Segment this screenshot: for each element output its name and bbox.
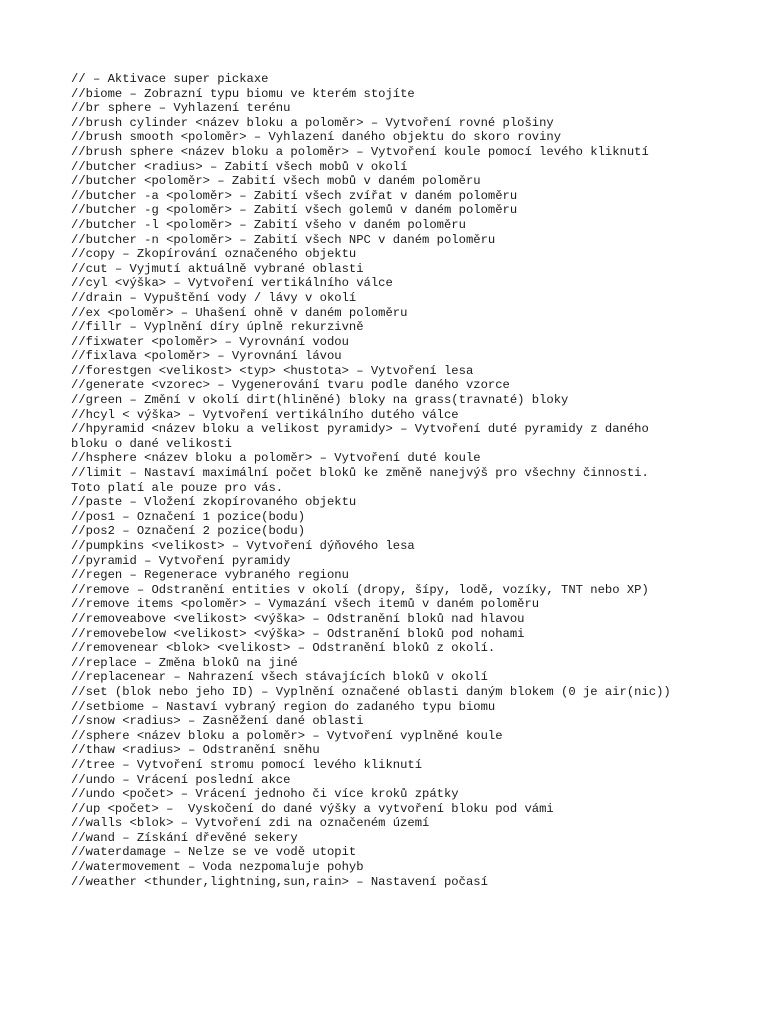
text-line: //undo – Vrácení poslední akce (71, 772, 291, 787)
text-line: //paste – Vložení zkopírovaného objektu (71, 495, 357, 510)
text-line: //removenear <blok> <velikost> – Odstranění bloků z okolí. (71, 641, 496, 656)
text-line: //tree – Vytvoření stromu pomocí levého kliknutí (71, 757, 423, 772)
text-line: //set (blok nebo jeho ID) – Vyplnění označené oblasti daným blokem (0 je air(nic)) (71, 684, 671, 699)
text-line: //biome – Zobrazní typu biomu ve kterém stojíte (71, 86, 415, 101)
text-line: //drain – Vypuštění vody / lávy v okolí (71, 290, 357, 305)
text-line: //butcher <radius> – Zabití všech mobů v okolí (71, 159, 408, 174)
text-line: //undo <počet> – Vrácení jednoho či více kroků zpátky (71, 787, 459, 802)
text-line: //limit – Nastaví maximální počet bloků ke změně nanejvýš pro všechny činnosti. (71, 466, 649, 481)
text-line: //butcher -a <poloměr> – Zabití všech zvířat v daném poloměru (71, 188, 518, 203)
text-line: //pos1 – Označení 1 pozice(bodu) (71, 509, 306, 524)
text-line: //replacenear – Nahrazení všech stávajících bloků v okolí (71, 670, 488, 685)
text-line: //butcher -g <poloměr> – Zabití všech golemů v daném poloměru (71, 203, 518, 218)
text-line: //weather <thunder,lightning,sun,rain> – Nastavení počasí (71, 874, 488, 889)
text-line: //hsphere <název bloku a poloměr> – Vytvoření duté koule (71, 451, 481, 466)
text-line: //removebelow <velikost> <výška> – Odstranění bloků pod nohami (71, 626, 525, 641)
text-line: //forestgen <velikost> <typ> <hustota> – Vytvoření lesa (71, 363, 474, 378)
text-line: //brush sphere <název bloku a poloměr> – Vytvoření koule pomocí levého kliknutí (71, 144, 649, 159)
text-line: //pumpkins <velikost> – Vytvoření dýňového lesa (71, 539, 415, 553)
text-line: //setbiome – Nastaví vybraný region do zadaného typu biomu (71, 699, 496, 714)
text-line: //hpyramid <název bloku a velikost pyramidy> – Vytvoření duté pyramidy z daného (71, 422, 649, 437)
text-line: //regen – Regenerace vybraného regionu (71, 568, 349, 583)
command-list (71, 72, 731, 889)
text-line: //copy – Zkopírování označeného objektu (71, 247, 357, 262)
text-line: //green – Změní v okolí dirt(hliněné) bloky na grass(travnaté) bloky (71, 393, 569, 408)
text-line: //fixlava <poloměr> – Vyrovnání lávou (71, 349, 342, 364)
text-line: //waterdamage – Nelze se ve vodě utopit (71, 845, 357, 860)
text-line: //butcher <poloměr> – Zabití všech mobů v daném poloměru (71, 174, 481, 189)
text-line: //pyramid – Vytvoření pyramidy (71, 553, 291, 568)
text-line: //butcher -n <poloměr> – Zabití všech NPC v daném poloměru (71, 232, 496, 247)
text-line: //butcher -l <poloměr> – Zabití všeho v daném poloměru (71, 217, 466, 232)
text-line: //fillr – Vyplnění díry úplně rekurzivně (71, 320, 364, 335)
text-line: //removeabove <velikost> <výška> – Odstranění bloků nad hlavou (71, 611, 525, 626)
text-line: //generate <vzorec> – Vygenerování tvaru podle daného vzorce (71, 378, 510, 393)
text-line: bloku o dané velikosti (71, 436, 232, 451)
text-line: //walls <blok> – Vytvoření zdi na označeném území (71, 816, 430, 831)
text-line: //sphere <název bloku a poloměr> – Vytvoření vyplněné koule (71, 728, 503, 743)
text-line: //brush smooth <poloměr> – Vyhlazení daného objektu do skoro roviny (71, 130, 562, 145)
text-line: //br sphere – Vyhlazení terénu (71, 101, 291, 116)
text-line: //wand – Získání dřevěné sekery (71, 830, 298, 845)
text-line: //up <počet> – Vyskočení do dané výšky a vytvoření bloku pod vámi (71, 801, 554, 816)
text-line: //watermovement – Voda nezpomaluje pohyb (71, 860, 364, 875)
text-line: // – Aktivace super pickaxe (71, 72, 269, 86)
text-line: //pos2 – Označení 2 pozice(bodu) (71, 524, 306, 539)
text-line: //remove – Odstranění entities v okolí (dropy, šípy, lodě, vozíky, TNT nebo XP) (71, 582, 649, 597)
text-line: //cut – Vyjmutí aktuálně vybrané oblasti (71, 261, 364, 276)
text-line: //remove items <poloměr> – Vymazání všech itemů v daném poloměru (71, 597, 540, 612)
text-line: //ex <poloměr> – Uhašení ohně v daném poloměru (71, 305, 408, 320)
text-line: //fixwater <poloměr> – Vyrovnání vodou (71, 334, 349, 349)
text-line: //brush cylinder <název bloku a poloměr> – Vytvoření rovné plošiny (71, 115, 554, 130)
text-line: //cyl <výška> – Vytvoření vertikálního válce (71, 276, 393, 291)
text-line: //snow <radius> – Zasněžení dané oblasti (71, 714, 364, 729)
text-line: Toto platí ale pouze pro vás. (71, 480, 284, 495)
text-line: //thaw <radius> – Odstranění sněhu (71, 743, 320, 758)
text-line: //replace – Změna bloků na jiné (71, 655, 298, 670)
text-line: //hcyl < výška> – Vytvoření vertikálního dutého válce (71, 407, 459, 422)
